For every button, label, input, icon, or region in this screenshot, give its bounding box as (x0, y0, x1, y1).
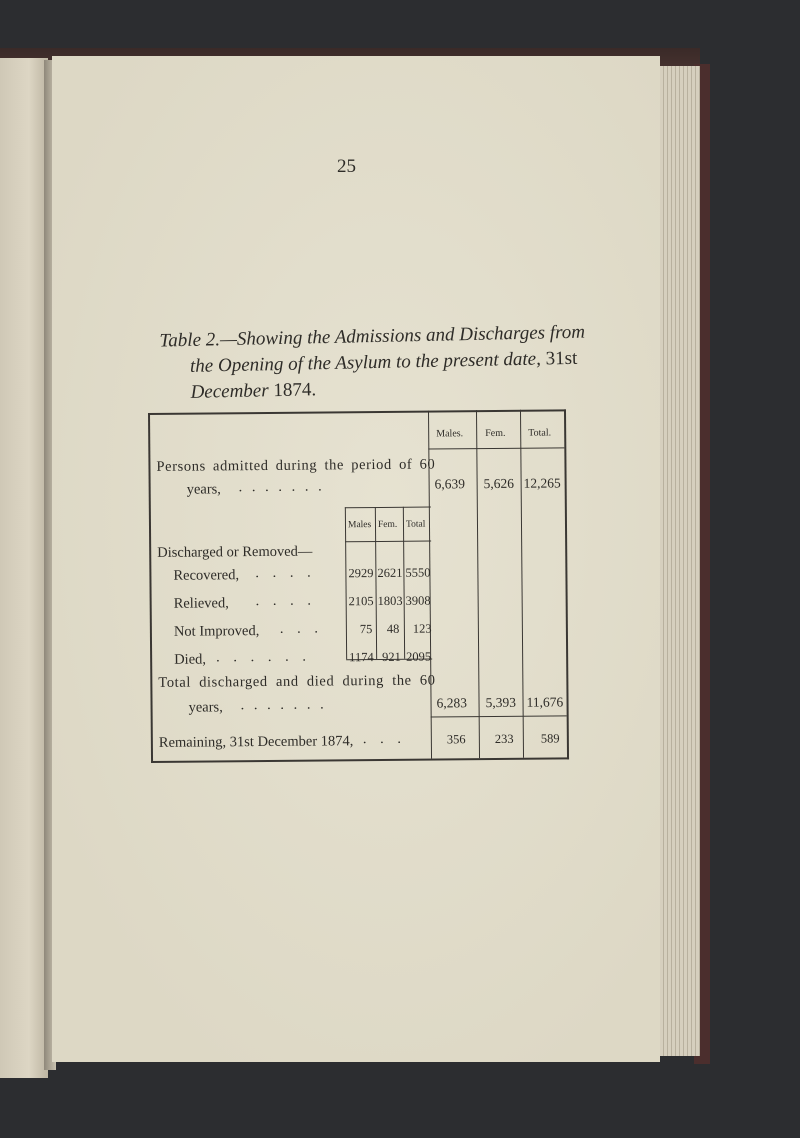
row-not-improved-fem: 48 (386, 621, 400, 636)
header-fem: Fem. (485, 427, 506, 440)
admissions-discharges-table (148, 409, 569, 763)
table-top-rule (148, 409, 566, 415)
admitted-label-line2: years, (186, 481, 221, 498)
admitted-males: 6,639 (434, 476, 466, 492)
inner-left-rule (345, 507, 347, 659)
row-died-dots: . . . . . . (216, 648, 312, 666)
row-died-total: 2095 (406, 649, 432, 664)
inner-header-males: Males (347, 520, 372, 531)
row-not-improved-dots: . . . (279, 620, 324, 637)
row-not-improved-label: Not Improved, (173, 623, 260, 640)
column-rule-fem (476, 410, 480, 758)
header-total: Total. (528, 427, 552, 439)
row-recovered-dots: . . . . (255, 564, 316, 582)
page-stack-edge (656, 66, 700, 1056)
row-recovered-total: 5550 (405, 565, 431, 580)
remaining-dots: . . . (362, 730, 407, 748)
caption-line-3: December 1874. (190, 379, 317, 403)
row-died-fem: 921 (382, 649, 401, 664)
caption-line-1: Table 2.—Showing the Admissions and Discharges from (159, 321, 586, 352)
row-died-label: Died, (174, 651, 207, 668)
header-underline (428, 447, 564, 449)
total-males: 6,283 (436, 695, 467, 711)
inner-rule-2 (403, 507, 405, 659)
remaining-males: 356 (446, 732, 466, 747)
admitted-dots: . . . . . . . (238, 478, 325, 496)
inner-rule-1 (375, 507, 377, 659)
admitted-total: 12,265 (523, 475, 561, 491)
inner-header-fem: Fem. (377, 519, 398, 530)
remaining-label: Remaining, 31st December 1874, (158, 733, 354, 751)
page-number: 25 (337, 156, 356, 177)
book-page (52, 56, 660, 1062)
inner-header-underline (345, 541, 431, 543)
header-males: Males. (436, 428, 464, 440)
caption-year: 1874. (273, 379, 317, 402)
row-not-improved-males: 75 (359, 622, 373, 637)
row-recovered-fem: 2621 (377, 565, 403, 581)
remaining-fem: 233 (494, 731, 514, 746)
row-recovered-males: 2929 (348, 566, 374, 581)
table-bottom-rule (151, 757, 569, 763)
remaining-total: 589 (540, 731, 560, 746)
total-label-line2: years, (188, 699, 223, 716)
admitted-fem: 5,626 (483, 475, 515, 492)
inner-top-rule (345, 507, 431, 509)
row-relieved-total: 3908 (405, 593, 431, 608)
total-underline (431, 715, 567, 717)
total-total: 11,676 (526, 694, 564, 710)
row-relieved-dots: . . . . (255, 592, 317, 610)
row-relieved-fem: 1803 (377, 593, 403, 609)
table-caption (159, 320, 591, 407)
table-right-rule (564, 409, 569, 759)
admitted-label-line1: Persons admitted during the period of 60 (156, 456, 436, 475)
inner-header-total: Total (405, 519, 426, 530)
row-relieved-males: 2105 (348, 594, 374, 609)
row-recovered-label: Recovered, (173, 567, 240, 584)
discharged-label: Discharged or Removed— (157, 543, 313, 561)
total-dots: . . . . . . . (240, 696, 327, 714)
row-not-improved-total: 123 (412, 621, 432, 636)
caption-line-2: the Opening of the Asylum to the present date, 31st (189, 347, 578, 377)
total-label-line1: Total discharged and died during the 60 (158, 672, 436, 691)
row-died-males: 1174 (349, 650, 374, 665)
caption-date: 31st (545, 347, 578, 370)
row-relieved-label: Relieved, (173, 595, 229, 612)
facing-page-edge (0, 58, 48, 1078)
total-fem: 5,393 (485, 694, 516, 711)
table-left-rule (148, 413, 153, 763)
column-rule-total (520, 410, 524, 758)
